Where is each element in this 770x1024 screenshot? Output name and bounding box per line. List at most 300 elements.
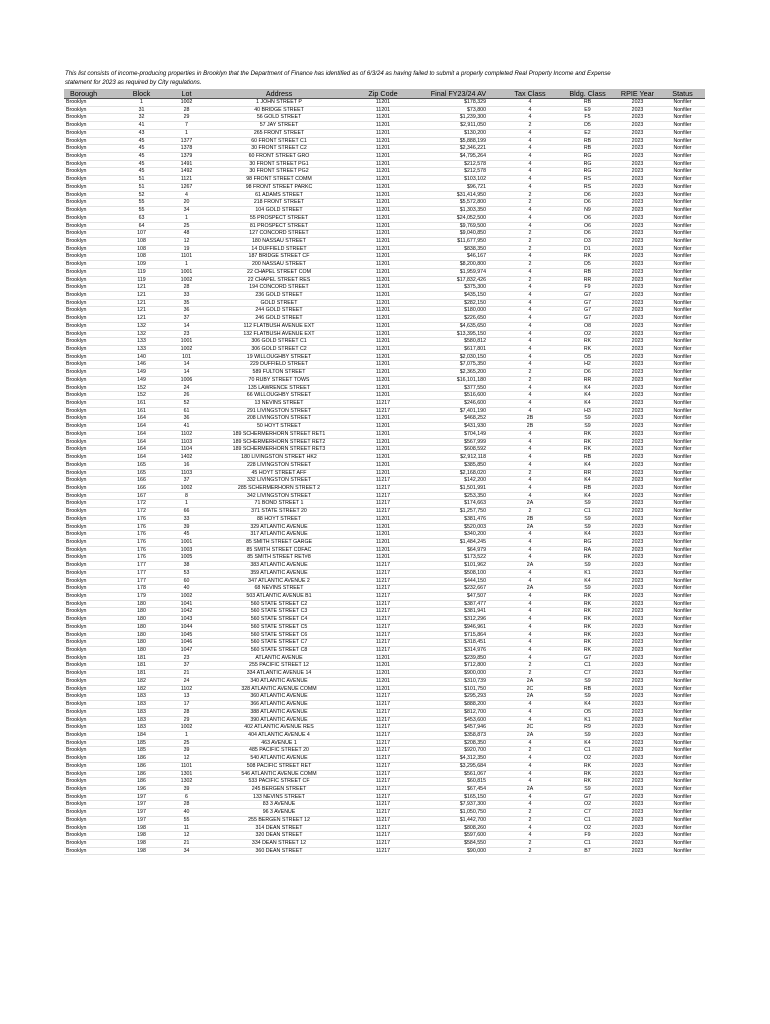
cell-lot: 1379 [180,153,193,160]
cell-tax-class: 4 [528,793,532,800]
cell-borough: Brooklyn [66,515,87,522]
cell-tax-class: 4 [528,114,532,121]
cell-tax-class: 4 [528,430,532,437]
table-row [64,268,705,276]
cell-zip-code: 11201 [375,137,391,144]
cell-zip-code: 11217 [375,623,391,630]
cell-address: 22 CHAPEL STREET RES [247,276,311,283]
table-row [64,585,705,593]
cell-tax-class: 2A [526,585,534,592]
cell-borough: Brooklyn [66,492,87,499]
cell-block: 183 [137,693,146,700]
cell-zip-code: 11201 [375,191,391,198]
cell-lot: 55 [183,816,190,823]
cell-bldg-class: RR [583,376,592,383]
cell-rpie-year: 2023 [631,554,644,561]
cell-address: 255 PACIFIC STREET 12 [249,662,309,669]
cell-address: 404 ATLANTIC AVENUE 4 [248,731,310,738]
cell-lot: 1 [185,500,188,507]
cell-final-av: $208,350 [464,739,486,746]
cell-status: Nonfiler [673,778,692,785]
cell-address: 40 BRIDGE STREET [254,106,304,113]
cell-block: 181 [137,670,146,677]
cell-lot: 39 [183,747,190,754]
cell-status: Nonfiler [673,770,692,777]
cell-tax-class: 4 [528,400,532,407]
cell-bldg-class: K1 [584,716,591,723]
table-row [64,284,705,292]
cell-bldg-class: H2 [584,361,591,368]
cell-status: Nonfiler [673,608,692,615]
cell-rpie-year: 2023 [631,600,644,607]
cell-final-av: $174,663 [464,500,486,507]
cell-block: 146 [137,361,146,368]
cell-zip-code: 11217 [375,593,391,599]
cell-tax-class: 4 [528,176,532,183]
cell-block: 107 [137,230,146,237]
cell-final-av: $584,550 [464,840,486,846]
cell-status: Nonfiler [673,809,692,816]
cell-bldg-class: C1 [584,840,591,846]
cell-zip-code: 11201 [375,415,391,422]
cell-lot: 40 [183,585,190,592]
cell-block: 109 [137,261,146,268]
cell-address: 334 DEAN STREET 12 [251,840,307,846]
cell-block: 164 [137,415,146,422]
table-row [64,392,705,400]
cell-final-av: $3,295,684 [459,762,486,769]
cell-rpie-year: 2023 [631,454,644,461]
cell-bldg-class: K4 [584,492,591,499]
cell-zip-code: 11217 [375,477,391,484]
cell-bldg-class: O2 [583,801,591,808]
table-row [64,315,705,323]
table-row [64,230,705,238]
table-row [64,616,705,624]
cell-status: Nonfiler [673,299,692,306]
cell-address: 485 PACIFIC STREET 20 [249,747,309,754]
cell-borough: Brooklyn [66,747,87,754]
table-row [64,407,705,415]
cell-lot: 1 [185,129,188,136]
cell-bldg-class: RK [583,346,592,352]
table-row [64,577,705,585]
cell-status: Nonfiler [673,538,692,545]
cell-bldg-class: RK [583,608,592,615]
cell-borough: Brooklyn [66,230,87,237]
cell-status: Nonfiler [673,739,692,746]
cell-rpie-year: 2023 [631,677,644,684]
cell-block: 121 [137,315,146,322]
cell-rpie-year: 2023 [631,191,644,198]
cell-rpie-year: 2023 [631,415,644,422]
cell-borough: Brooklyn [66,770,87,777]
cell-block: 164 [137,430,146,437]
cell-block: 164 [137,454,146,461]
cell-block: 183 [137,701,146,708]
cell-address: 70 RUBY STREET TOWS [248,376,310,383]
cell-address: 503 ATLANTIC AVENUE B1 [246,593,312,599]
cell-status: Nonfiler [673,755,692,762]
cell-bldg-class: D6 [584,199,591,206]
cell-rpie-year: 2023 [631,824,644,831]
cell-lot: 1104 [180,446,193,453]
cell-borough: Brooklyn [66,701,87,708]
cell-tax-class: 4 [528,755,532,762]
table-row [64,538,705,546]
cell-rpie-year: 2023 [631,291,644,298]
cell-borough: Brooklyn [66,245,87,252]
column-header-borough: Borough [64,89,119,99]
cell-rpie-year: 2023 [631,237,644,244]
cell-bldg-class: S9 [584,423,591,430]
cell-bldg-class: RG [583,160,592,167]
cell-block: 197 [137,816,146,823]
cell-address: 463 AVENUE 1 [261,739,297,746]
cell-status: Nonfiler [673,176,692,183]
cell-bldg-class: C7 [584,670,591,677]
cell-block: 180 [137,616,146,623]
cell-bldg-class: RB [583,685,592,692]
cell-rpie-year: 2023 [631,407,644,414]
cell-borough: Brooklyn [66,793,87,800]
cell-status: Nonfiler [673,469,692,476]
cell-address: 132 FLATBUSH AVENUE EXT [243,330,315,337]
cell-status: Nonfiler [673,593,692,599]
cell-lot: 37 [183,315,190,322]
cell-block: 176 [137,538,146,545]
cell-final-av: $16,101,180 [456,376,486,383]
cell-status: Nonfiler [673,392,692,399]
cell-borough: Brooklyn [66,647,87,654]
cell-status: Nonfiler [673,160,692,167]
cell-bldg-class: RB [583,454,592,461]
cell-lot: 1003 [180,546,193,553]
table-row [64,793,705,801]
table-row [64,654,705,662]
cell-lot: 61 [183,407,190,414]
table-row [64,608,705,616]
cell-status: Nonfiler [673,430,692,437]
cell-status: Nonfiler [673,268,692,275]
cell-rpie-year: 2023 [631,268,644,275]
cell-borough: Brooklyn [66,361,87,368]
cell-bldg-class: RK [583,639,592,646]
nonfiler-table [64,89,705,855]
cell-borough: Brooklyn [66,145,87,152]
cell-zip-code: 11201 [375,199,391,206]
cell-final-av: $282,150 [464,299,486,306]
cell-tax-class: 2A [526,677,534,684]
cell-borough: Brooklyn [66,654,87,661]
cell-final-av: $312,296 [464,616,486,623]
cell-zip-code: 11201 [375,214,391,221]
cell-borough: Brooklyn [66,523,87,530]
cell-block: 119 [137,268,146,275]
cell-address: 236 GOLD STREET [255,291,303,298]
column-header-block: Block [119,89,164,99]
cell-lot: 24 [183,384,190,391]
cell-address: 189 SCHERMERHORN STREET RET3 [232,446,326,453]
cell-borough: Brooklyn [66,755,87,762]
cell-block: 1 [140,99,143,105]
cell-final-av: $314,976 [464,647,486,654]
cell-status: Nonfiler [673,824,692,831]
cell-bldg-class: RS [583,176,592,183]
cell-rpie-year: 2023 [631,106,644,113]
cell-borough: Brooklyn [66,168,87,175]
cell-borough: Brooklyn [66,222,87,229]
cell-block: 161 [137,407,146,414]
cell-block: 45 [138,160,145,167]
cell-tax-class: 4 [528,824,532,831]
cell-zip-code: 11201 [375,430,391,437]
table-row [64,369,705,377]
cell-borough: Brooklyn [66,291,87,298]
column-header-final-av: Final FY23/24 AV [417,89,500,99]
cell-final-av: $808,260 [464,824,486,831]
cell-address: 560 STATE STREET C3 [250,608,308,615]
cell-bldg-class: D6 [584,369,591,376]
cell-status: Nonfiler [673,407,692,414]
cell-zip-code: 11217 [375,755,391,762]
cell-block: 198 [137,840,146,846]
cell-zip-code: 11201 [375,114,391,121]
cell-tax-class: 4 [528,631,532,638]
cell-borough: Brooklyn [66,847,87,854]
cell-lot: 8 [185,492,188,499]
cell-zip-code: 11217 [375,739,391,746]
cell-rpie-year: 2023 [631,276,644,283]
cell-final-av: $60,815 [467,778,486,785]
table-row [64,785,705,793]
cell-zip-code: 11201 [375,670,391,677]
cell-bldg-class: O5 [583,353,591,360]
cell-bldg-class: C1 [584,508,591,515]
cell-borough: Brooklyn [66,307,87,314]
cell-final-av: $46,167 [467,253,486,260]
table-row [64,739,705,747]
cell-borough: Brooklyn [66,199,87,206]
cell-block: 161 [137,400,146,407]
cell-status: Nonfiler [673,585,692,592]
table-row [64,245,705,253]
table-row [64,261,705,269]
table-row [64,531,705,539]
cell-bldg-class: K4 [584,477,591,484]
cell-borough: Brooklyn [66,392,87,399]
cell-rpie-year: 2023 [631,500,644,507]
cell-final-av: $246,600 [464,400,486,407]
cell-block: 119 [137,276,146,283]
cell-lot: 1002 [180,724,193,731]
cell-block: 165 [137,461,146,468]
cell-final-av: $31,414,950 [456,191,486,198]
cell-block: 180 [137,623,146,630]
cell-address: 61 ADAMS STREET [255,191,303,198]
cell-zip-code: 11217 [375,500,391,507]
cell-final-av: $812,700 [464,708,486,715]
cell-tax-class: 2 [528,369,532,376]
cell-rpie-year: 2023 [631,137,644,144]
table-row [64,222,705,230]
cell-zip-code: 11201 [375,515,391,522]
cell-status: Nonfiler [673,569,692,576]
cell-zip-code: 11201 [375,369,391,376]
cell-status: Nonfiler [673,508,692,515]
table-row [64,523,705,531]
cell-borough: Brooklyn [66,500,87,507]
cell-block: 167 [137,492,146,499]
cell-rpie-year: 2023 [631,492,644,499]
cell-zip-code: 11217 [375,747,391,754]
cell-rpie-year: 2023 [631,531,644,538]
cell-address: 255 BERGEN STREET 12 [248,816,310,823]
cell-lot: 1102 [180,685,193,692]
table-row [64,461,705,469]
table-row [64,747,705,755]
cell-bldg-class: RK [583,446,592,453]
cell-borough: Brooklyn [66,353,87,360]
cell-lot: 1491 [180,160,193,167]
table-row [64,716,705,724]
cell-address: 560 STATE STREET C7 [250,639,308,646]
cell-tax-class: 2A [526,731,534,738]
cell-tax-class: 4 [528,531,532,538]
cell-block: 45 [138,145,145,152]
cell-address: 14 DUFFIELD STREET [251,245,307,252]
cell-final-av: $385,850 [464,461,486,468]
cell-tax-class: 4 [528,461,532,468]
cell-zip-code: 11201 [375,654,391,661]
cell-status: Nonfiler [673,361,692,368]
cell-address: 60 FRONT STREET GRO [248,153,310,160]
cell-tax-class: 4 [528,778,532,785]
cell-final-av: $1,959,974 [459,268,486,275]
cell-status: Nonfiler [673,330,692,337]
cell-lot: 12 [183,832,190,839]
cell-tax-class: 4 [528,207,532,214]
cell-rpie-year: 2023 [631,708,644,715]
cell-status: Nonfiler [673,762,692,769]
cell-address: 81 PROSPECT STREET [249,222,309,229]
cell-lot: 38 [183,562,190,569]
cell-zip-code: 11201 [375,538,391,545]
cell-address: 329 ATLANTIC AVENUE [250,523,308,530]
cell-rpie-year: 2023 [631,430,644,437]
cell-final-av: $173,522 [464,554,486,561]
cell-address: 265 FRONT STREET [253,129,305,136]
cell-borough: Brooklyn [66,569,87,576]
cell-lot: 1101 [180,253,193,260]
cell-final-av: $597,600 [464,832,486,839]
cell-address: 560 STATE STREET C8 [250,647,308,654]
cell-status: Nonfiler [673,384,692,391]
cell-lot: 52 [183,400,190,407]
cell-rpie-year: 2023 [631,801,644,808]
cell-block: 152 [137,384,146,391]
table-row [64,770,705,778]
cell-borough: Brooklyn [66,685,87,692]
cell-address: 360 ATLANTIC AVENUE [250,693,308,700]
cell-final-av: $1,484,245 [459,538,486,545]
cell-final-av: $165,150 [464,793,486,800]
cell-bldg-class: K4 [584,384,591,391]
cell-zip-code: 11217 [375,608,391,615]
cell-block: 32 [138,114,145,121]
cell-status: Nonfiler [673,291,692,298]
cell-lot: 1042 [180,608,193,615]
cell-lot: 13 [183,693,190,700]
cell-tax-class: 2 [528,508,532,515]
cell-bldg-class: G7 [583,291,591,298]
cell-tax-class: 4 [528,454,532,461]
cell-lot: 36 [183,307,190,314]
table-row [64,276,705,284]
cell-address: 560 STATE STREET C4 [250,616,308,623]
cell-tax-class: 2A [526,693,534,700]
cell-block: 176 [137,523,146,530]
cell-address: 228 LIVINGSTON STREET [246,461,312,468]
cell-lot: 1002 [180,484,193,491]
table-row [64,153,705,161]
cell-lot: 28 [183,801,190,808]
cell-borough: Brooklyn [66,762,87,769]
cell-address: 383 ATLANTIC AVENUE [250,562,308,569]
cell-tax-class: 4 [528,623,532,630]
cell-block: 108 [137,237,146,244]
cell-lot: 23 [183,654,190,661]
cell-bldg-class: G7 [583,315,591,322]
cell-lot: 1402 [180,454,193,461]
cell-borough: Brooklyn [66,438,87,445]
cell-address: 371 STATE STREET 20 [251,508,307,515]
cell-final-av: $232,667 [464,585,486,592]
cell-block: 164 [137,423,146,430]
cell-bldg-class: S9 [584,731,591,738]
cell-final-av: $375,300 [464,284,486,291]
cell-bldg-class: RB [583,137,592,144]
cell-borough: Brooklyn [66,346,87,352]
cell-rpie-year: 2023 [631,693,644,700]
cell-final-av: $2,911,050 [460,122,486,129]
cell-zip-code: 11201 [375,145,391,152]
cell-final-av: $1,501,991 [459,484,486,491]
cell-tax-class: 4 [528,145,532,152]
cell-status: Nonfiler [673,415,692,422]
cell-final-av: $101,962 [464,562,486,569]
cell-zip-code: 11217 [375,616,391,623]
cell-tax-class: 4 [528,538,532,545]
cell-tax-class: 4 [528,577,532,584]
cell-block: 180 [137,600,146,607]
table-row [64,593,705,601]
cell-lot: 1002 [180,346,193,352]
cell-tax-class: 4 [528,361,532,368]
cell-lot: 41 [183,423,190,430]
cell-address: 589 FULTON STREET [252,369,306,376]
column-header-status: Status [660,89,705,99]
cell-status: Nonfiler [673,623,692,630]
cell-rpie-year: 2023 [631,484,644,491]
cell-final-av: $567,999 [464,438,486,445]
cell-bldg-class: RK [583,430,592,437]
cell-zip-code: 11201 [375,106,391,113]
cell-tax-class: 2 [528,816,532,823]
cell-lot: 20 [183,199,190,206]
cell-block: 140 [137,353,146,360]
cell-final-av: $11,677,950 [457,237,486,244]
